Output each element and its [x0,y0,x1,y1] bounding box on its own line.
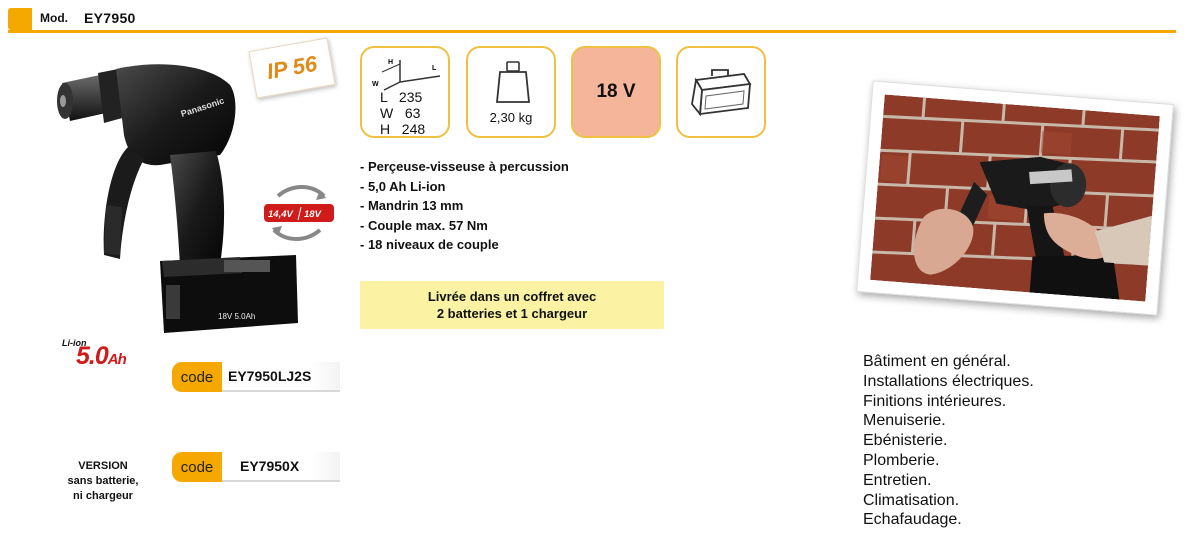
spec-carry-case [676,46,766,138]
code-value: EY7950LJ2S [222,362,340,392]
feature-list [360,157,569,255]
voltage-value: 18 V [596,81,636,102]
feature-item: - Mandrin 13 mm [360,198,464,213]
application-item: Echafaudage. [863,511,962,529]
arrow-top-icon [278,187,324,196]
h-axis-label: H [388,59,394,66]
application-item: Bâtiment en général. [863,353,1011,370]
liion-small-text: Li-ion [62,338,87,348]
application-item: Climatisation. [863,491,960,509]
version-line-2: sans batterie, [67,475,139,487]
model-number: EY7950 [84,10,136,26]
liion-capacity-unit: Ah [107,351,126,368]
dim-length: L 235 [380,89,423,105]
volt-right-text: 18V [304,209,321,220]
case-icon [688,66,754,122]
feature-item: - Couple max. 57 Nm [360,217,488,233]
application-item: Entretien. [863,471,932,489]
header-tab-marker [8,8,32,30]
voltage-compat-badge [262,182,336,244]
application-item: Plomberie. [863,451,940,469]
feature-item: - 5,0 Ah Li-ion [360,178,446,194]
volt-left-text: 14,4V [268,209,293,220]
feature-item: - Perçeuse-visseuse à percussion [360,159,569,174]
code-tag: code [172,452,222,482]
dim-width: W 63 [380,105,421,121]
dimensions-icon [370,56,442,92]
application-item: Finitions intérieures. [863,392,1007,410]
ip-rating-badge [248,37,335,98]
delivery-line-1: Livrée dans un coffret avec [427,289,597,304]
feature-item: - 18 niveaux de couple [360,237,499,252]
version-line-1: VERSION [78,460,128,472]
drill-brand-label: Panasonic [179,95,226,119]
weight-value: 2,30 kg [489,110,533,125]
delivery-line-2: 2 batteries et 1 chargeur [436,306,588,321]
usage-photo-frame [856,80,1174,315]
arrow-bottom-icon [274,230,320,239]
spec-weight [466,46,556,138]
application-item: Installations électriques. [863,372,1034,390]
liion-capacity [76,342,126,371]
delivery-note [360,281,664,329]
model-label: Mod. [40,11,68,25]
drill-image [40,55,300,345]
application-item: Ebénisterie. [863,432,948,450]
weight-icon [494,60,532,104]
usage-photo [870,94,1160,301]
battery-label: 18V 5.0Ah [218,312,256,321]
spec-voltage [571,46,661,138]
spec-dimensions [360,46,450,138]
version-line-3: ni chargeur [73,490,133,502]
dim-height: H 248 [380,121,426,137]
w-axis-label: W [372,81,379,88]
application-item: Menuiserie. [863,412,946,430]
l-axis-label: L [432,65,437,72]
ip-rating-text: IP 56 [264,50,319,85]
code-value: EY7950X [222,452,340,482]
version-note [48,459,158,504]
code-tag: code [172,362,222,392]
applications-list [863,352,1034,530]
header-divider [8,30,1176,33]
liion-capacity-number: 5.0 [76,342,108,370]
